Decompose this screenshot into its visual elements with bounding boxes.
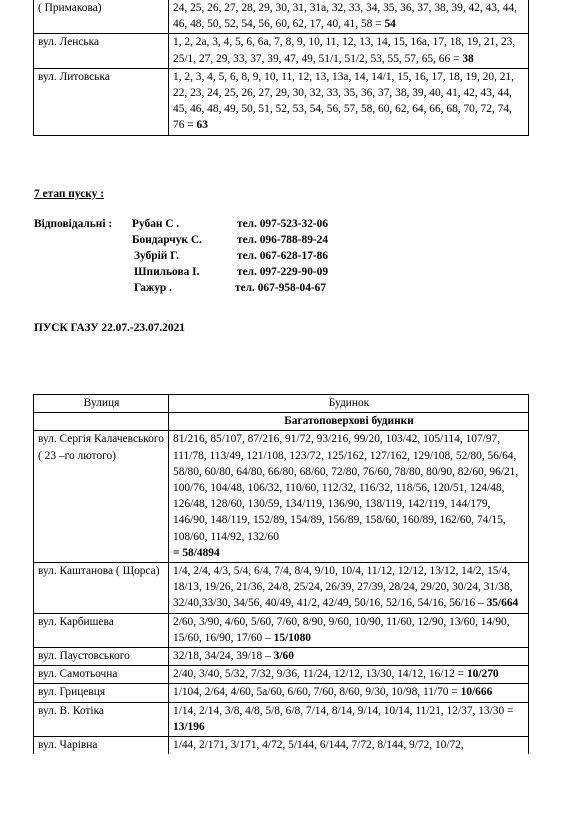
house-count: 54 — [384, 18, 396, 31]
responsible-row — [34, 216, 554, 232]
table-row — [34, 684, 529, 702]
houses-cell: 2/60, 3/90, 4/60, 5/60, 7/60, 8/90, 9/60, 10/90, 11/60, 12/90, 13/60, 14/90, 15/60, 16/90, 17/60 – 15/1080 — [169, 613, 529, 647]
person-phone: тел. 097-229-90-09 — [237, 266, 329, 278]
table-row — [34, 648, 529, 666]
street-cell: вул. Каштанова ( Щорса) — [34, 563, 169, 614]
empty-cell — [34, 413, 169, 431]
table-row — [34, 613, 529, 647]
houses-cell: 1/44, 2/171, 3/171, 4/72, 5/144, 6/144, 7/72, 8/144, 9/72, 10/72, — [169, 737, 529, 755]
house-count: 3/60 — [273, 650, 294, 663]
table-row — [34, 702, 529, 736]
house-count: 35/664 — [486, 597, 519, 610]
houses-cell: 32/18, 34/24, 39/18 – 3/60 — [169, 648, 529, 666]
houses-cell: 1, 2, 3, 4, 5, 6, 8, 9, 10, 11, 12, 13, 13а, 14, 14/1, 15, 16, 17, 18, 19, 20, 21, 22, 23, 24, 25, 26, 27, 29, 30, 32, 33, 35, 36, 37, 38, 39, 40, 41, 42, 43, 44, 45, 46, 48, 49, 50, 51, 52, 53, 54, 56, 57, 58, 60, 62, 64, 66, 68, 70, 72, 74, 76 = 63 — [169, 68, 529, 135]
house-count: 10/270 — [466, 668, 499, 681]
responsible-row — [34, 248, 554, 264]
column-header-houses: Будинок — [169, 395, 529, 413]
street-cell: ( Примакова) — [34, 0, 169, 34]
table-subheader-row — [34, 413, 529, 431]
responsible-row — [34, 232, 554, 248]
houses-cell: 24, 25, 26, 27, 28, 29, 30, 31, 31а, 32, 33, 34, 35, 36, 37, 38, 39, 42, 43, 44, 46, 48, 50, 52, 54, 56, 60, 62, 17, 40, 41, 58 = 54 — [169, 0, 529, 34]
person-name: Бондарчук С. — [132, 234, 202, 246]
table-row — [34, 431, 529, 563]
table-row — [34, 563, 529, 614]
stage-title: 7 етап пуску : — [34, 188, 104, 200]
street-cell: вул. Паустовського — [34, 648, 169, 666]
subheader-multistorey: Багатоповерхові будинки — [169, 413, 529, 431]
street-cell: вул. Самотьочна — [34, 666, 169, 684]
houses-cell: 1/14, 2/14, 3/8, 4/8, 5/8, 6/8, 7/14, 8/14, 9/14, 10/14, 11/21, 12/37, 13/30 = 13/196 — [169, 702, 529, 736]
column-header-street: Вулиця — [34, 395, 169, 413]
responsible-row — [34, 280, 554, 296]
table-row — [34, 34, 529, 68]
person-phone: тел. 067-628-17-86 — [237, 250, 329, 262]
house-count: 38 — [462, 52, 474, 65]
street-cell: вул. Карбишева — [34, 613, 169, 647]
houses-cell: 1/4, 2/4, 4/3, 5/4, 6/4, 7/4, 8/4, 9/10, 10/4, 11/12, 12/12, 13/12, 14/2, 15/4, 18/13, 19/26, 21/36, 24/8, 25/24, 26/39, 27/39, 28/24, 29/20, 30/24, 31/38, 32/40,33/30, 34/56, 40/49, 41/2, 42/49, 50/16, 52/16, 54/16, 56/16 – 35/664 — [169, 563, 529, 614]
table-row — [34, 0, 529, 34]
person-phone: тел. 096-788-89-24 — [237, 234, 329, 246]
street-cell: вул. В. Котіка — [34, 702, 169, 736]
houses-cell: 1/104, 2/64, 4/60, 5а/60, 6/60, 7/60, 8/60, 9/30, 10/98, 11/70 = 10/666 — [169, 684, 529, 702]
person-name: Гажур . — [134, 282, 172, 294]
table-row — [34, 68, 529, 135]
houses-cell: 81/216, 85/107, 87/216, 91/72, 93/216, 99/20, 103/42, 105/114, 107/97, 111/78, 113/49, 121/108, 123/72, 125/162, 127/162, 129/108, 52/80, 56/64, 58/80, 60/80, 64/80, 66/80, 68/60, 72/80, 76/60, 78/80, 80/90, 82/60, 96/21, 100/76, 104/48, 106/32, 110/60, 112/32, 116/32, 118/56, 120/51, 124/48, 126/48, 128/60, 130/59, 134/119, 136/90, 138/119, 142/119, 144/179, 146/90, 148/119, 152/89, 154/89, 156/89, 158/60, 160/89, 162/60, 74/15, 108/60, 114/92, 132/60 = 58/4894 — [169, 431, 529, 563]
houses-cell: 1, 2, 2а, 3, 4, 5, 6, 6а, 7, 8, 9, 10, 11, 12, 13, 14, 15, 16а, 17, 18, 19, 21, 23, 25/1, 27, 29, 33, 37, 39, 47, 49, 51/1, 51/2, 53, 55, 57, 65, 66 = 38 — [169, 34, 529, 68]
street-cell: вул. Грицевця — [34, 684, 169, 702]
house-count: = 58/4894 — [173, 546, 220, 559]
house-count: 13/196 — [173, 720, 205, 733]
person-phone: тел. 097-523-32-06 — [237, 218, 329, 230]
street-cell: вул. Литовська — [34, 68, 169, 135]
table-row — [34, 737, 529, 755]
table-row — [34, 666, 529, 684]
houses-table-launch — [33, 394, 529, 754]
houses-cell: 2/40, 3/40, 5/32, 7/32, 9/36, 11/24, 12/12, 13/30, 14/12, 16/12 = 10/270 — [169, 666, 529, 684]
responsible-label: Відповідальні : — [34, 218, 113, 230]
responsible-row — [34, 264, 554, 280]
house-count: 10/666 — [460, 686, 493, 699]
person-name: Рубан С . — [132, 218, 180, 230]
person-phone: тел. 067-958-04-67 — [235, 282, 327, 294]
responsible-block — [34, 216, 554, 296]
houses-table-top — [33, 0, 529, 136]
street-cell: вул. Сергія Калачевського ( 23 –го лютого) — [34, 431, 169, 563]
table-header-row — [34, 395, 529, 413]
house-count: 63 — [196, 119, 208, 132]
street-cell: вул. Ленська — [34, 34, 169, 68]
person-name: Зубрій Г. — [134, 250, 179, 262]
street-cell: вул. Чарівна — [34, 737, 169, 755]
house-count: 15/1080 — [273, 631, 311, 644]
person-name: Шпильова І. — [134, 266, 200, 278]
gas-launch-title: ПУСК ГАЗУ 22.07.-23.07.2021 — [34, 322, 185, 334]
